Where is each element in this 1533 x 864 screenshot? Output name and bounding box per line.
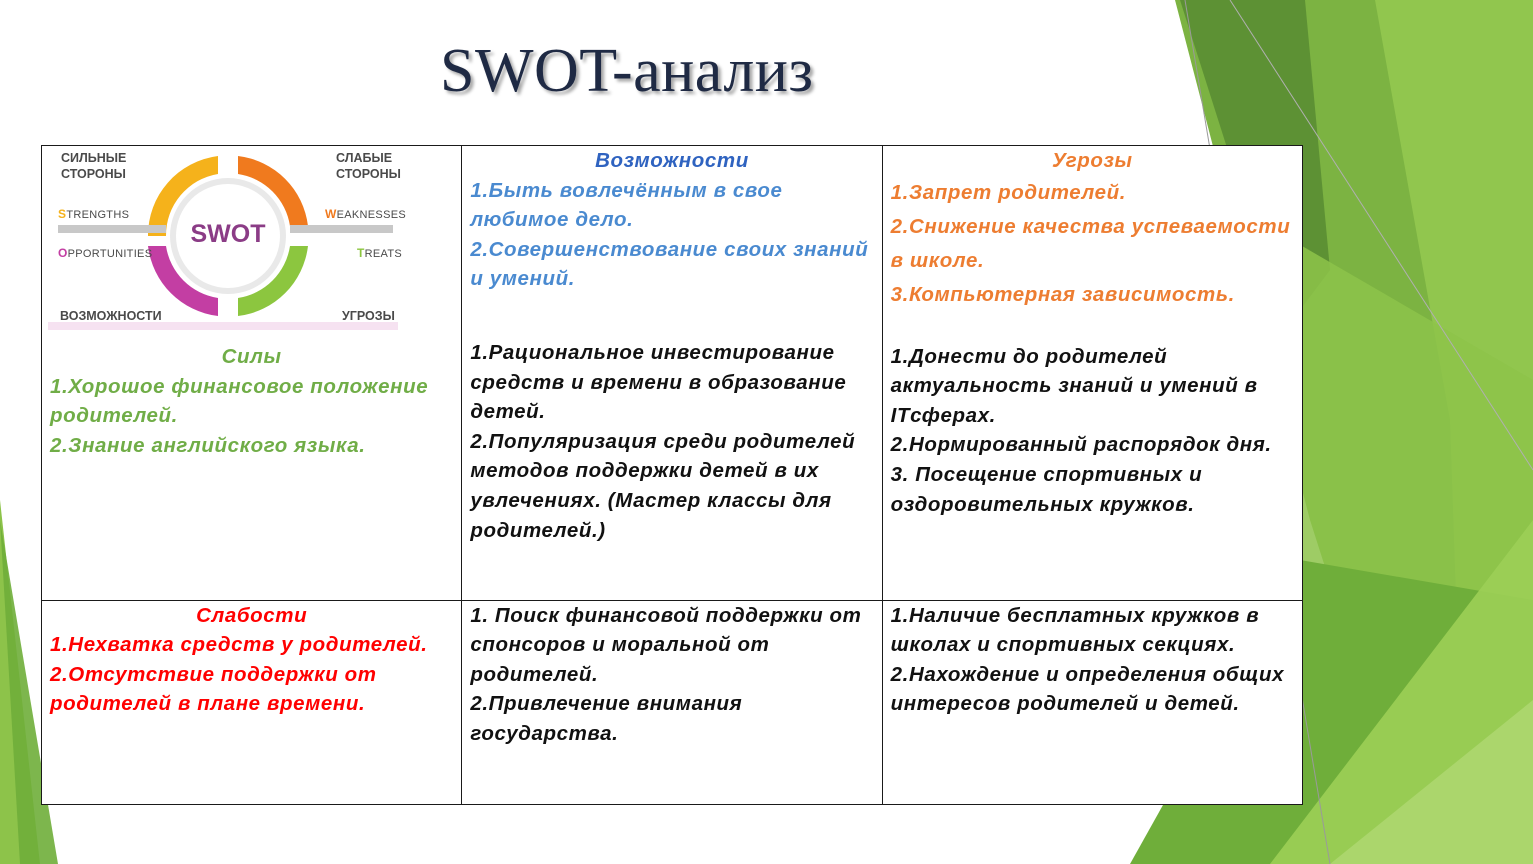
threats-item: 3.Компьютерная зависимость. — [890, 282, 1235, 306]
wo-strategy-item: 2.Привлечение внимания государства. — [470, 692, 743, 746]
so-strategy-item: 2.Популяризация среди родителей методов поддержки детей в их увлечениях. (Мастер классы для родителей.) — [470, 429, 856, 542]
st-strategy-item: 2.Нормированный распорядок дня. — [890, 433, 1272, 457]
diagram-label-treats: TREATS — [357, 246, 402, 260]
diagram-label-top-right: СЛАБЫЕ СТОРОНЫ — [336, 151, 401, 181]
swot-diagram-image — [48, 146, 406, 330]
opportunities-heading: Возможности — [595, 149, 749, 172]
diagram-label-strengths: STRENGTHS — [58, 207, 130, 221]
strengths-item: 1.Хорошое финансовое положение родителей. — [50, 374, 429, 428]
opportunities-cell — [462, 146, 882, 601]
opportunities-item: 1.Быть вовлечённым в свое любимое дело. — [470, 178, 783, 232]
diagram-label-weaknesses: WEAKNESSES — [325, 207, 406, 221]
wo-strategy-item: 1. Поиск финансовой поддержки от спонсоров и моральной от родителей. — [470, 603, 862, 686]
wt-strategy-cell — [882, 600, 1302, 804]
slide-title: SWOT-анализ — [440, 37, 814, 105]
threats-cell — [882, 146, 1302, 601]
st-strategy-item: 1.Донести до родителей актуальность знаний и умений в ITсферах. — [890, 344, 1258, 427]
so-strategy-item: 1.Рациональное инвестирование средств и времени в образование детей. — [470, 340, 847, 424]
weaknesses-item: 1.Нехватка средств у родителей. — [50, 633, 428, 657]
wt-strategy-item: 1.Наличие бесплатных кружков в школах и спортивных секциях. — [890, 603, 1260, 657]
threats-item: 1.Запрет родителей. — [890, 180, 1127, 204]
strengths-heading: Силы — [221, 345, 282, 368]
swot-table — [41, 145, 1303, 805]
diagram-label-top-left: СИЛЬНЫЕ СТОРОНЫ — [61, 151, 127, 181]
weaknesses-heading: Слабости — [196, 603, 308, 627]
diagram-label-bottom-right: УГРОЗЫ — [342, 309, 395, 323]
threats-item: 2.Снижение качества успеваемости в школе. — [890, 214, 1291, 272]
diagram-label-opportunities: OPPORTUNITIES — [58, 246, 153, 260]
st-strategy-item: 3. Посещение спортивных и оздоровительных кружков. — [890, 462, 1203, 516]
opportunities-item: 2.Совершенствование своих знаний и умений. — [470, 237, 869, 291]
weaknesses-cell — [42, 600, 462, 804]
wo-strategy-cell — [462, 600, 882, 804]
strengths-item: 2.Знание английского языка. — [50, 433, 366, 457]
wt-strategy-item: 2.Нахождение и определения общих интересов родителей и детей. — [890, 662, 1285, 716]
diagram-center-label: SWOT — [190, 220, 266, 248]
diagram-label-bottom-left: ВОЗМОЖНОСТИ — [60, 309, 162, 323]
weaknesses-item: 2.Отсутствие поддержки от родителей в плане времени. — [50, 662, 377, 716]
strengths-cell — [42, 146, 462, 601]
threats-heading: Угрозы — [1052, 149, 1133, 172]
